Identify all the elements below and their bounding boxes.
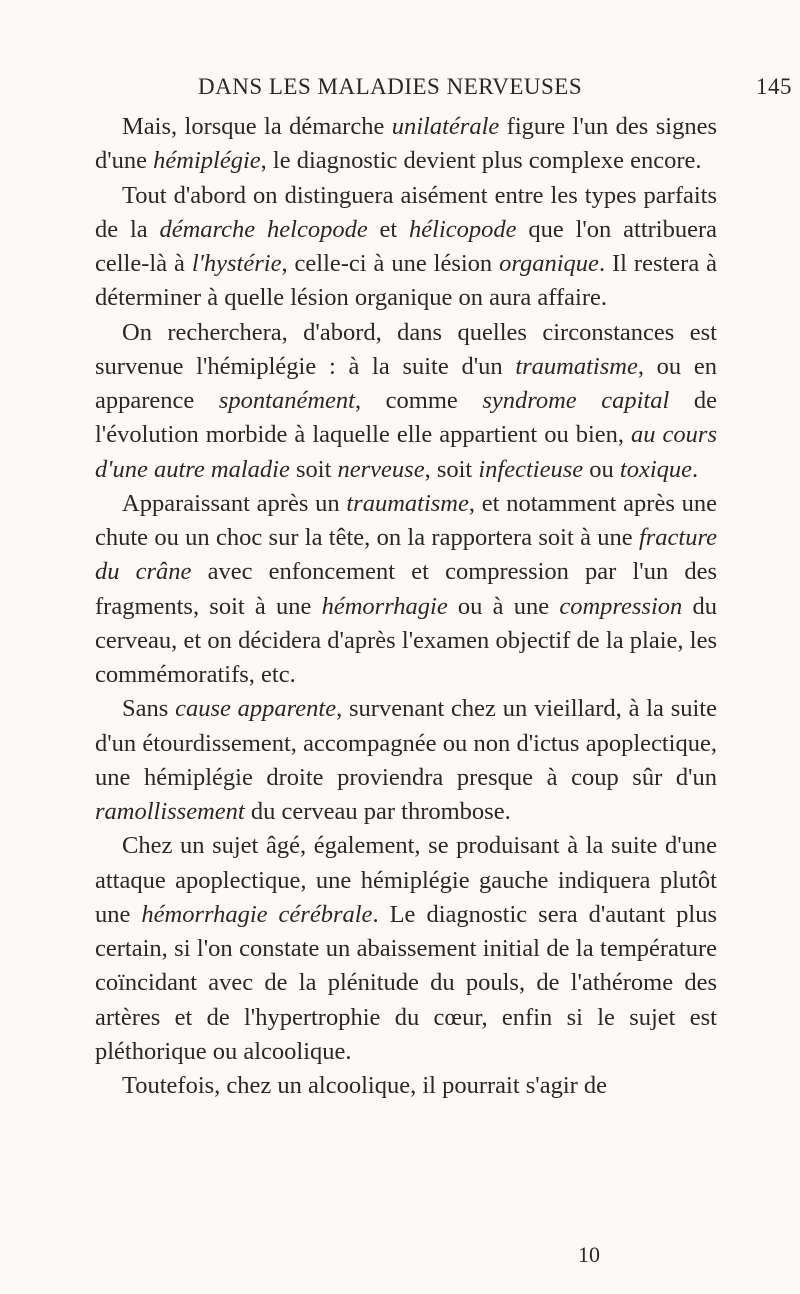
text-run: avec enfoncement et compression par l'un des fragments, soit à une (95, 558, 717, 620)
text-run: du cerveau par thrombose. (244, 798, 511, 825)
italic-term: traumatisme (515, 352, 638, 380)
text-run: . Il restera à déterminer à quelle lésion organique on aura affaire. (95, 250, 718, 312)
italic-term: nerveuse (337, 455, 425, 483)
text-run: Mais, lorsque la démarche (122, 113, 392, 140)
paragraph (95, 692, 717, 829)
italic-term: ramollissement (95, 798, 245, 825)
text-run: On recherchera, d'abord, dans quelles circonstances est survenue l'hémiplégie : à la suite d'un (95, 318, 717, 380)
running-title: DANS LES MALADIES NERVEUSES (198, 74, 583, 99)
italic-term: hémorrhagie cérébrale (141, 900, 373, 928)
italic-term: toxique (619, 455, 693, 483)
signature-mark: 10 (578, 1242, 600, 1267)
italic-term: fracture du crâne (95, 524, 717, 586)
italic-term: organique (499, 250, 599, 277)
italic-term: cause apparente (175, 695, 337, 723)
text-run: , comme (354, 387, 483, 414)
italic-term: unilatérale (391, 113, 500, 140)
text-run: que l'on attribuera celle-là à (95, 215, 717, 277)
text-run: et (367, 215, 410, 243)
italic-term: traumatisme (346, 489, 469, 517)
text-run: , ou en apparence (95, 352, 718, 414)
paragraph (95, 829, 717, 1069)
text-run: de l'évolution morbide à laquelle elle appartient ou bien, (95, 387, 717, 449)
paragraph (95, 1069, 717, 1103)
italic-term: au cours d'une autre maladie (95, 421, 718, 483)
text-run: Apparaissant après un (122, 489, 347, 517)
italic-term: spontanément (218, 387, 355, 414)
italic-term: l'hystérie (191, 250, 282, 277)
italic-term: syndrome capital (482, 387, 670, 414)
italic-term: hélicopode (409, 215, 517, 243)
text-run: , survenant chez un vieillard, à la suite d'un étourdissement, accompagnée ou non d'ictus apoplectique, une hémiplégie droite proviendra presque à coup sûr d'un (95, 695, 717, 791)
text-run: Toutefois, chez un alcoolique, il pourrait s'agir de (122, 1072, 608, 1099)
body-text (95, 110, 717, 1103)
paragraph (95, 316, 717, 487)
italic-term: hémiplégie (153, 147, 261, 175)
text-run: , et notamment après une chute ou un choc sur la tête, on la rapportera soit à une (95, 489, 717, 551)
italic-term: infectieuse (478, 455, 584, 483)
paragraph (95, 487, 717, 693)
text-run: , soit (424, 455, 479, 483)
text-run: Chez un sujet âgé, également, se produisant à la suite d'une attaque apoplectique, une hémiplégie gauche indiquera plutôt une (95, 832, 717, 928)
text-run: du cerveau, et on décidera d'après l'examen objectif de la plaie, les commémoratifs, etc. (95, 592, 717, 688)
text-run: , le diagnostic devient plus complexe encore. (260, 147, 702, 175)
text-run: figure l'un des signes d'une (95, 113, 717, 175)
text-run: . Le diagnostic sera d'autant plus certain, si l'on constate un abaissement initial de la température coïncidant avec de la plénitude du pouls, de l'athérome des artères et de l'hypertrophie du cœur, enfin si le sujet est pléthorique ou alcoolique. (95, 900, 718, 1065)
paragraph (95, 110, 717, 179)
italic-term: hémorrhagie (321, 592, 448, 620)
text-run: Tout d'abord on distinguera aisément entre les types parfaits de la (95, 181, 717, 243)
text-run: . (692, 455, 699, 483)
paragraph (95, 179, 717, 316)
text-run: ou (583, 455, 620, 483)
text-run: soit (289, 455, 338, 483)
text-run: Sans (122, 695, 176, 723)
text-run: ou à une (447, 592, 560, 620)
text-run: , celle-ci à une lésion (281, 250, 500, 277)
page-number: 145 (756, 74, 792, 99)
italic-term: compression (559, 592, 683, 620)
italic-term: démarche helcopode (159, 215, 368, 243)
